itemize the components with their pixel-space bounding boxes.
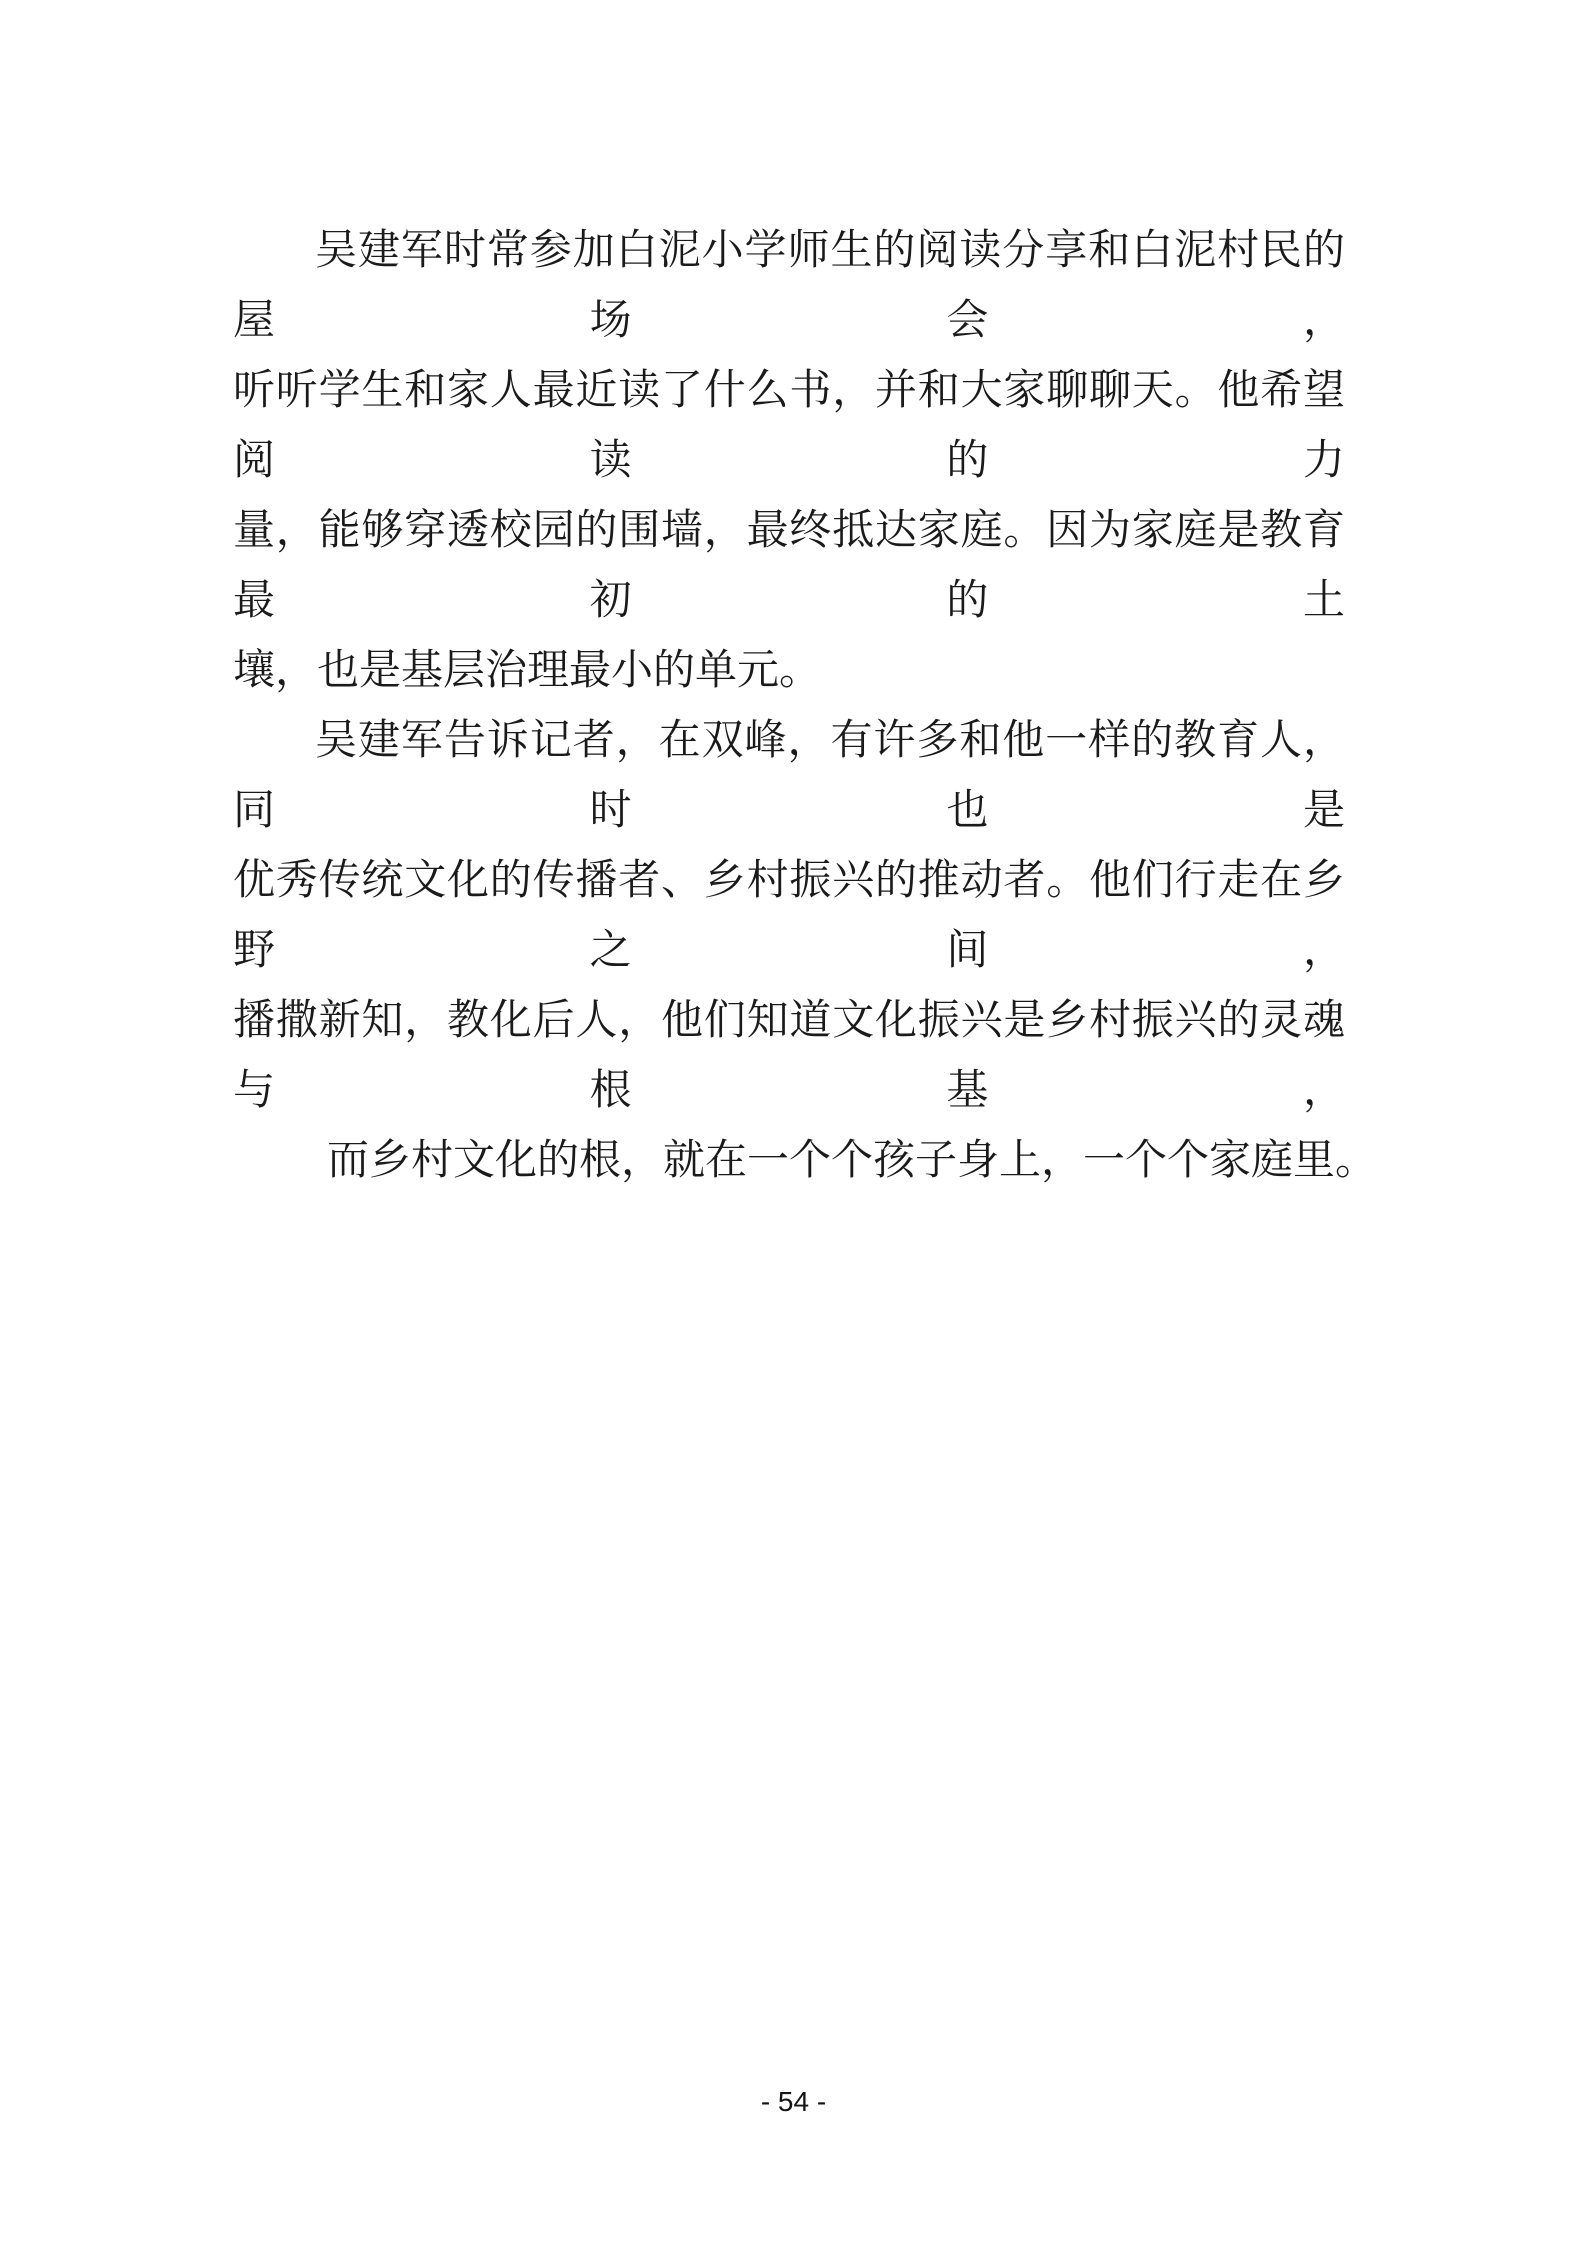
paragraph-1-line-2: 听听学生和家人最近读了什么书，并和大家聊聊天。他希望阅读的力	[233, 368, 1345, 484]
paragraph-1-line-4: 壤，也是基层治理最小的单元。	[233, 648, 822, 694]
page-number: - 54 -	[760, 2086, 827, 2117]
paragraph-1-line-3: 量，能够穿透校园的围墙，最终抵达家庭。因为家庭是教育最初的土	[233, 508, 1345, 624]
paragraph-2-line-2: 优秀传统文化的传播者、乡村振兴的推动者。他们行走在乡野之间，	[233, 858, 1345, 974]
paragraph-2-line-4: 而乡村文化的根，就在一个个孩子身上，一个个家庭里。	[327, 1138, 1378, 1184]
paragraph-1-line-1: 吴建军时常参加白泥小学师生的阅读分享和白泥村民的屋场会，	[233, 228, 1345, 344]
body-text	[233, 216, 1378, 1196]
paragraph-2-line-3: 播撒新知，教化后人，他们知道文化振兴是乡村振兴的灵魂与根基，	[233, 998, 1345, 1114]
paragraph-2-line-1: 吴建军告诉记者，在双峰，有许多和他一样的教育人，同时也是	[233, 718, 1345, 834]
